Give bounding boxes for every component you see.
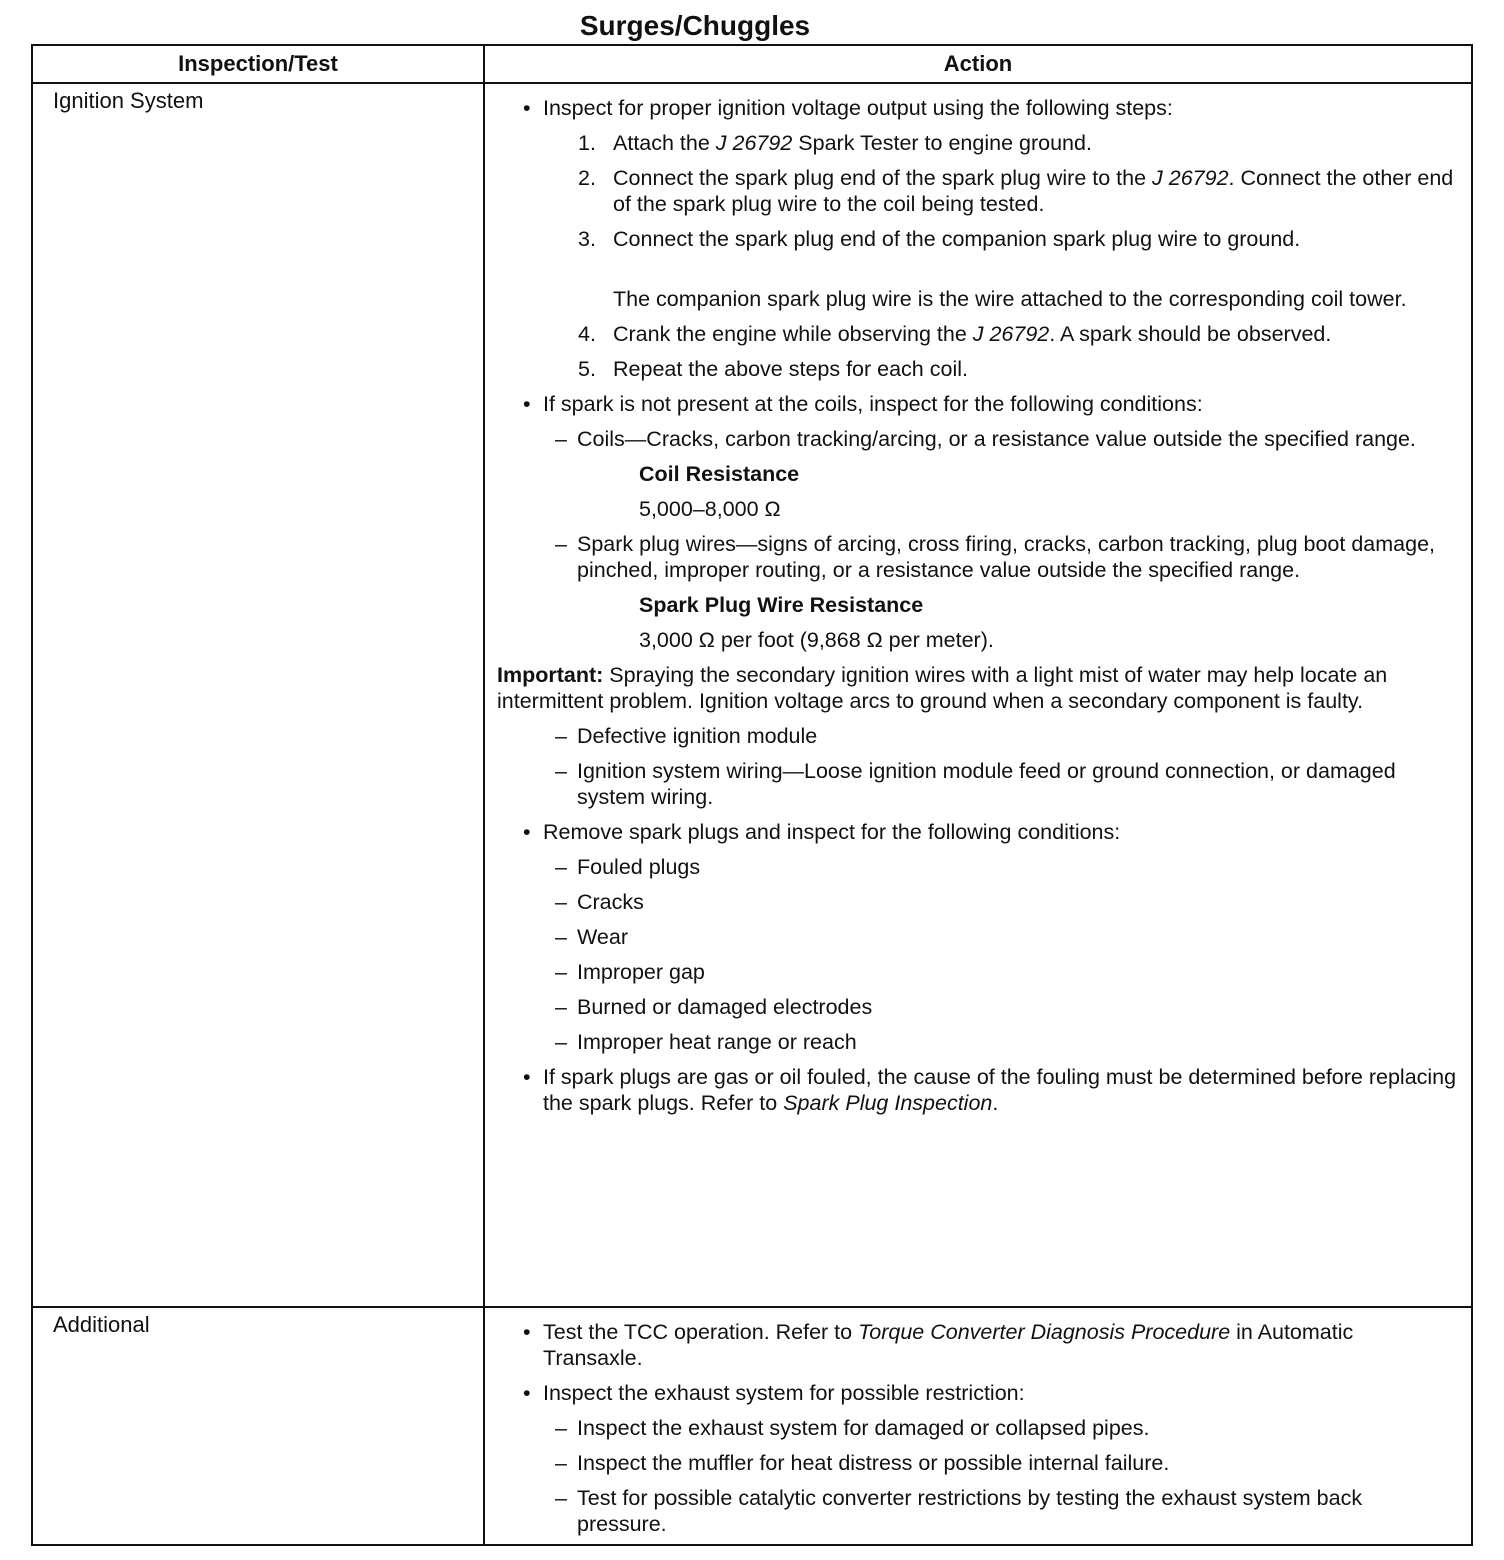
exhaust-check-muffler: – Inspect the muffler for heat distress or possible internal failure. bbox=[497, 1450, 1457, 1476]
step-4: 4. Crank the engine while observing the J 26792. A spark should be observed. bbox=[578, 322, 1332, 346]
step-3-note: The companion spark plug wire is the wire attached to the corresponding coil tower. bbox=[613, 287, 1407, 311]
list-item: – Improper heat range or reach bbox=[497, 1029, 1457, 1055]
bullet-tcc-operation: • Test the TCC operation. Refer to Torque Converter Diagnosis Procedure in Automatic Transaxle. bbox=[497, 1319, 1457, 1371]
wire-resistance-heading: Spark Plug Wire Resistance bbox=[639, 593, 924, 617]
action-cell-ignition bbox=[484, 83, 1472, 1307]
bullet-exhaust-restriction: • Inspect the exhaust system for possible restriction: bbox=[497, 1380, 1457, 1406]
step-5: 5. Repeat the above steps for each coil. bbox=[578, 357, 968, 381]
action-cell-additional bbox=[484, 1307, 1472, 1545]
header-inspection-test: Inspection/Test bbox=[32, 45, 484, 83]
bullet-voltage-output: • Inspect for proper ignition voltage output using the following steps: bbox=[497, 95, 1457, 121]
list-item: – Improper gap bbox=[497, 959, 1457, 985]
row-label-additional: Additional bbox=[32, 1307, 484, 1545]
header-action: Action bbox=[484, 45, 1472, 83]
important-note: Important: Spraying the secondary ignition wires with a light mist of water may help locate an intermittent problem. Ignition voltage arcs to ground when a secondary component is faulty. bbox=[497, 663, 1388, 713]
table-row-additional bbox=[32, 1307, 1472, 1545]
bullet-fouled-plugs: • If spark plugs are gas or oil fouled, the cause of the fouling must be determined before replacing the spark plugs. Refer to Spark Plug Inspection. bbox=[497, 1064, 1457, 1116]
condition-spark-plug-wires: – Spark plug wires—signs of arcing, cross firing, cracks, carbon tracking, plug boot damage, pinched, improper routing, or a resistance value outside the specified range. bbox=[497, 531, 1457, 583]
step-3: 3. Connect the spark plug end of the companion spark plug wire to ground. bbox=[578, 227, 1301, 251]
exhaust-check-pipes: – Inspect the exhaust system for damaged or collapsed pipes. bbox=[497, 1415, 1457, 1441]
row-label-ignition: Ignition System bbox=[32, 83, 484, 1307]
wire-resistance-value: 3,000 Ω per foot (9,868 Ω per meter). bbox=[639, 628, 994, 652]
list-item: – Wear bbox=[497, 924, 1457, 950]
bullet-no-spark: • If spark is not present at the coils, inspect for the following conditions: bbox=[497, 391, 1457, 417]
step-2: 2. Connect the spark plug end of the spark plug wire to the J 26792. Connect the other end of the spark plug wire to the coil being tested. bbox=[578, 166, 1454, 216]
list-item: – Burned or damaged electrodes bbox=[497, 994, 1457, 1020]
condition-ignition-module: – Defective ignition module bbox=[497, 723, 1457, 749]
condition-coils: – Coils—Cracks, carbon tracking/arcing, or a resistance value outside the specified range. bbox=[497, 426, 1457, 452]
diagnosis-table bbox=[31, 44, 1473, 1546]
coil-resistance-value: 5,000–8,000 Ω bbox=[639, 497, 781, 521]
list-item: – Cracks bbox=[497, 889, 1457, 915]
page-title: Surges/Chuggles bbox=[579, 10, 811, 41]
coil-resistance-heading: Coil Resistance bbox=[639, 462, 800, 486]
exhaust-check-catalytic: – Test for possible catalytic converter restrictions by testing the exhaust system back pressure. bbox=[497, 1485, 1457, 1537]
bullet-remove-spark-plugs: • Remove spark plugs and inspect for the following conditions: bbox=[497, 819, 1457, 845]
list-item: – Fouled plugs bbox=[497, 854, 1457, 880]
step-1: 1. Attach the J 26792 Spark Tester to engine ground. bbox=[578, 131, 1092, 155]
header-row bbox=[32, 45, 1472, 83]
condition-ignition-wiring: – Ignition system wiring—Loose ignition module feed or ground connection, or damaged system wiring. bbox=[497, 758, 1457, 810]
table-row-ignition bbox=[32, 83, 1472, 1307]
